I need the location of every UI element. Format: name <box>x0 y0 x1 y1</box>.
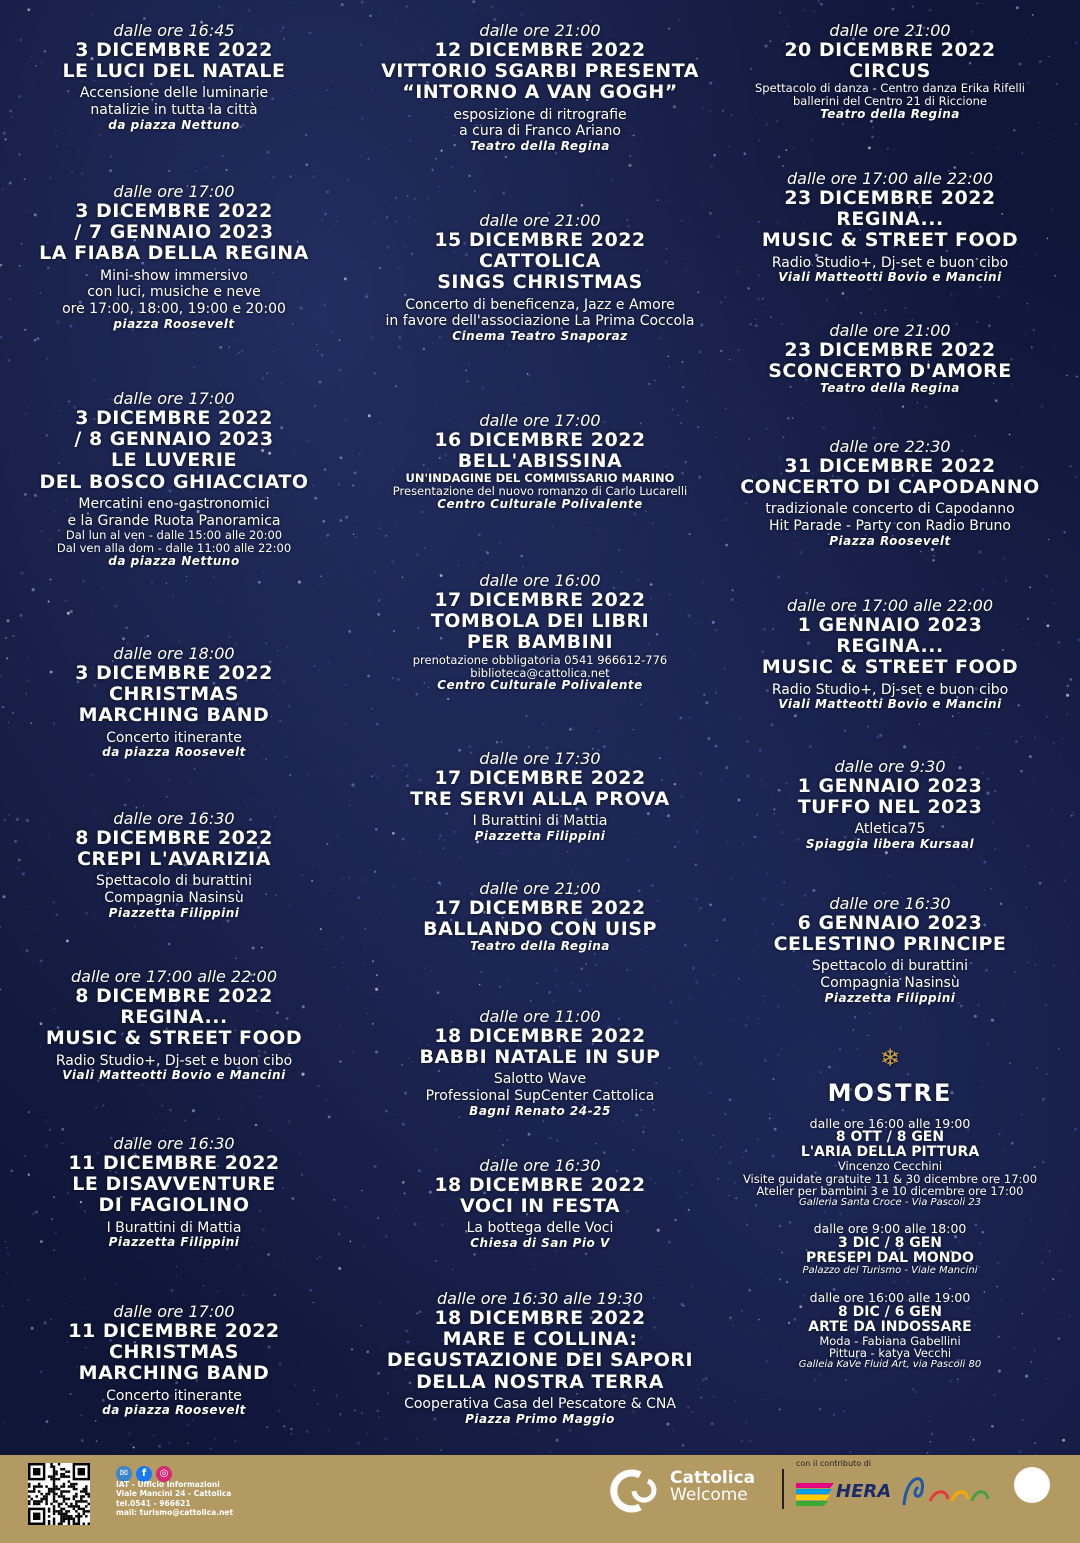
event-venue: piazza Roosevelt <box>113 316 235 331</box>
event-title: BABBI NATALE IN SUP <box>419 1046 661 1069</box>
event-title: MUSIC & STREET FOOD <box>45 1027 303 1050</box>
event-description: esposizione di ritrografie <box>453 106 627 123</box>
event-block <box>0 22 348 132</box>
event-title: MUSIC & STREET FOOD <box>761 656 1019 679</box>
event-block <box>366 880 714 954</box>
event-date: 23 DICEMBRE 2022 <box>784 338 996 361</box>
brand-name: Cattolica <box>670 1468 756 1488</box>
event-title: TRE SERVI ALLA PROVA <box>410 788 670 811</box>
event-venue: Cinema Teatro Snaporaz <box>452 329 628 344</box>
event-date: 1 GENNAIO 2023 <box>797 774 983 797</box>
event-title: LA FIABA DELLA REGINA <box>39 242 309 265</box>
event-venue: Viali Matteotti Bovio e Mancini <box>778 697 1002 712</box>
event-block <box>366 1290 714 1426</box>
event-description: Hit Parade - Party con Radio Bruno <box>769 518 1011 535</box>
event-date: 20 DICEMBRE 2022 <box>784 38 996 61</box>
event-description: Radio Studio+, Dj-set e buon cibo <box>55 1052 293 1069</box>
event-title: SINGS CHRISTMAS <box>437 271 643 294</box>
event-title: PER BAMBINI <box>466 631 614 654</box>
event-date: 8 DICEMBRE 2022 <box>75 826 273 849</box>
event-title: LE LUCI DEL NATALE <box>62 60 286 83</box>
event-description: I Burattini di Mattia <box>472 813 608 830</box>
exhibition-time: dalle ore 16:00 alle 19:00 <box>809 1290 971 1305</box>
event-block <box>716 758 1064 852</box>
event-title: CATTOLICA <box>478 250 601 273</box>
event-time: dalle ore 17:00 alle 22:00 <box>786 169 993 188</box>
event-block <box>0 390 348 569</box>
exhibition-detail: Vincenzo Cecchini <box>837 1159 943 1174</box>
event-block <box>716 895 1064 1005</box>
contribution-label: con il contributo di <box>796 1459 871 1468</box>
exhibition-title: L'ARIA DELLA PITTURA <box>800 1144 980 1161</box>
event-title: MUSIC & STREET FOOD <box>761 229 1019 252</box>
event-block <box>366 22 714 153</box>
event-time: dalle ore 17:00 <box>113 182 235 201</box>
event-title: REGINA... <box>836 208 944 231</box>
event-date: 3 DICEMBRE 2022 <box>75 199 273 222</box>
event-description: Professional SupCenter Cattolica <box>425 1088 655 1105</box>
event-block <box>366 212 714 343</box>
event-description: Compagnia Nasinsù <box>820 975 960 992</box>
event-date: 3 DICEMBRE 2022 <box>75 661 273 684</box>
event-date: 16 DICEMBRE 2022 <box>434 428 646 451</box>
event-venue: da piazza Roosevelt <box>102 1403 246 1418</box>
info-address: Viale Mancini 24 - Cattolica <box>116 1489 232 1499</box>
event-date: 31 DICEMBRE 2022 <box>784 454 996 477</box>
event-title: DEGUSTAZIONE DEI SAPORI <box>386 1349 694 1372</box>
event-venue: Piazzetta Filippini <box>108 1235 240 1250</box>
event-description: a cura di Franco Ariano <box>459 123 621 140</box>
event-note: Dal lun al ven - dalle 15:00 alle 20:00 <box>65 528 283 543</box>
event-time: dalle ore 16:30 alle 19:30 <box>436 1289 643 1308</box>
event-date: 18 DICEMBRE 2022 <box>434 1306 646 1329</box>
event-time: dalle ore 17:00 <box>479 411 601 430</box>
event-date: 1 GENNAIO 2023 <box>797 613 983 636</box>
event-date-end: / 8 GENNAIO 2023 <box>74 428 274 451</box>
event-title: TUFFO NEL 2023 <box>797 796 983 819</box>
event-time: dalle ore 16:30 <box>829 894 951 913</box>
event-venue: da piazza Nettuno <box>108 117 240 132</box>
event-title: MARE E COLLINA: <box>442 1328 638 1351</box>
event-time: dalle ore 11:00 <box>479 1007 601 1026</box>
romagna-logo <box>896 1465 996 1515</box>
event-title: LE LUVERIE <box>111 449 237 472</box>
event-block <box>716 170 1064 285</box>
exhibition-time: dalle ore 9:00 alle 18:00 <box>813 1221 967 1237</box>
event-time: dalle ore 21:00 <box>479 21 601 40</box>
event-venue: Teatro della Regina <box>470 139 610 154</box>
snowflake-icon: ❄ <box>879 1044 901 1072</box>
exhibition-detail: Pittura - katya Vecchi <box>828 1346 952 1361</box>
qr-code[interactable] <box>28 1463 90 1525</box>
event-date-end: / 7 GENNAIO 2023 <box>74 221 274 244</box>
event-time: dalle ore 22:30 <box>829 437 951 456</box>
event-date: 12 DICEMBRE 2022 <box>434 38 646 61</box>
exhibition-date: 8 DIC / 6 GEN <box>838 1303 942 1320</box>
event-title: CHRISTMAS <box>109 683 239 706</box>
email-icon[interactable]: ✉ <box>116 1466 132 1482</box>
event-time: dalle ore 21:00 <box>829 321 951 340</box>
event-venue: da piazza Roosevelt <box>102 745 246 760</box>
info-phone[interactable]: tel.0541 - 966621 <box>116 1498 191 1508</box>
event-block <box>0 968 348 1083</box>
event-block <box>0 645 348 760</box>
event-time: dalle ore 17:00 alle 22:00 <box>70 967 277 986</box>
event-block <box>366 1157 714 1251</box>
event-venue: Viali Matteotti Bovio e Mancini <box>778 270 1002 285</box>
event-title: MARCHING BAND <box>78 1362 270 1385</box>
event-description: I Burattini di Mattia <box>106 1219 242 1236</box>
exhibition-detail: Moda - Fabiana Gabellini <box>819 1333 961 1348</box>
event-note: Presentazione del nuovo romanzo di Carlo Lucarelli <box>392 484 688 499</box>
event-time: dalle ore 21:00 <box>479 879 601 898</box>
event-date: 3 DICEMBRE 2022 <box>75 406 273 429</box>
exhibition-title: ARTE DA INDOSSARE <box>808 1318 972 1335</box>
event-date: 8 DICEMBRE 2022 <box>75 984 273 1007</box>
event-time: dalle ore 17:30 <box>479 749 601 768</box>
event-venue: Teatro della Regina <box>820 381 960 396</box>
event-venue: Piazza Primo Maggio <box>465 1411 615 1426</box>
event-note: Dal ven alla dom - dalle 11:00 alle 22:00 <box>56 541 292 556</box>
event-date: 17 DICEMBRE 2022 <box>434 588 646 611</box>
exhibition-venue: Galleria Santa Croce - Via Pascoli 23 <box>798 1196 982 1208</box>
exhibition-detail: Atelier per bambini 3 e 10 dicembre ore 17:00 <box>756 1184 1024 1199</box>
event-block <box>0 183 348 331</box>
divider <box>782 1469 784 1509</box>
event-title: CELESTINO PRINCIPE <box>773 933 1007 956</box>
hera-wordmark: HERA <box>836 1481 892 1502</box>
event-description: La bottega delle Voci <box>466 1220 614 1237</box>
event-time: dalle ore 16:45 <box>113 21 235 40</box>
event-title: TOMBOLA DEI LIBRI <box>430 610 650 633</box>
exhibition-date: 8 OTT / 8 GEN <box>835 1129 945 1146</box>
event-description: Mercatini eno-gastronomici <box>78 495 270 512</box>
event-date: 6 GENNAIO 2023 <box>797 911 983 934</box>
contact-info <box>116 1480 233 1518</box>
event-tagline: UN'INDAGINE DEL COMMISSARIO MARINO <box>405 471 675 486</box>
social-links <box>116 1461 176 1479</box>
event-description: Accensione delle luminarie <box>79 85 269 102</box>
exhibition-venue: Galleia KaVe Fluid Art, via Pascoli 80 <box>798 1358 982 1370</box>
facebook-icon[interactable]: f <box>136 1466 152 1482</box>
event-title: BELL'ABISSINA <box>457 450 623 473</box>
event-title: VITTORIO SGARBI PRESENTA <box>381 60 699 83</box>
event-date: 23 DICEMBRE 2022 <box>784 186 996 209</box>
event-title: REGINA... <box>836 635 944 658</box>
exhibition-date: 3 DIC / 8 GEN <box>838 1234 942 1251</box>
event-time: dalle ore 16:30 <box>113 1134 235 1153</box>
event-description: in favore dell'associazione La Prima Coccola <box>385 313 695 330</box>
exhibition-venue: Palazzo del Turismo - Viale Mancini <box>802 1265 978 1277</box>
exhibition-time: dalle ore 16:00 alle 19:00 <box>809 1115 971 1131</box>
event-description: Concerto itinerante <box>106 729 242 746</box>
event-description: Cooperativa Casa del Pescatore & CNA <box>404 1395 676 1412</box>
mostre-list <box>716 1117 1064 1371</box>
event-time: dalle ore 21:00 <box>829 21 951 40</box>
event-title: BALLANDO CON UISP <box>423 918 657 941</box>
event-time: dalle ore 16:30 <box>479 1156 601 1175</box>
event-block <box>366 572 714 693</box>
exhibition-block <box>716 1222 1064 1277</box>
event-time: dalle ore 17:00 alle 22:00 <box>786 596 993 615</box>
event-venue: da piazza Nettuno <box>108 554 240 569</box>
event-date: 17 DICEMBRE 2022 <box>434 766 646 789</box>
event-title: MARCHING BAND <box>78 704 270 727</box>
event-description: Mini-show immersivo <box>100 267 248 284</box>
event-date: 15 DICEMBRE 2022 <box>434 228 646 251</box>
event-time: dalle ore 16:30 <box>113 809 235 828</box>
event-description: Compagnia Nasinsù <box>104 890 244 907</box>
event-description: Spettacolo di burattini <box>95 873 253 890</box>
footer <box>0 1455 1080 1543</box>
event-time: dalle ore 18:00 <box>113 644 235 663</box>
event-title: DEL BOSCO GHIACCIATO <box>39 470 309 493</box>
event-time: dalle ore 9:30 <box>834 757 946 776</box>
event-venue: Centro Culturale Polivalente <box>437 678 643 693</box>
event-time: dalle ore 21:00 <box>479 211 601 230</box>
event-title: SCONCERTO D'AMORE <box>768 360 1012 383</box>
event-title: LE DISAVVENTURE <box>72 1173 276 1196</box>
event-venue: Centro Culturale Polivalente <box>437 497 643 512</box>
event-note: ballerini del Centro 21 di Riccione <box>792 94 988 109</box>
event-note: biblioteca@cattolica.net <box>470 665 610 680</box>
event-venue: Chiesa di San Pio V <box>470 1236 610 1251</box>
instagram-icon[interactable]: ◎ <box>156 1466 172 1482</box>
event-venue: Bagni Renato 24-25 <box>469 1103 611 1118</box>
event-date: 18 DICEMBRE 2022 <box>434 1024 646 1047</box>
event-block <box>716 438 1064 548</box>
mostre-heading: MOSTRE <box>827 1078 953 1107</box>
cattolica-welcome-logo <box>604 1469 664 1513</box>
mostre-section <box>716 1045 1064 1370</box>
event-description: natalizie in tutta la città <box>90 102 258 119</box>
event-description: tradizionale concerto di Capodanno <box>765 501 1015 518</box>
event-description: con luci, musiche e neve <box>87 284 261 301</box>
exhibition-block <box>716 1291 1064 1370</box>
brand-tagline: Welcome <box>670 1485 748 1505</box>
event-time: dalle ore 17:00 <box>113 1302 235 1321</box>
event-block <box>716 22 1064 122</box>
event-title: DI FAGIOLINO <box>98 1194 250 1217</box>
cattolica-welcome-wordmark <box>670 1470 755 1504</box>
info-email[interactable]: mail: turismo@cattolica.net <box>116 1508 234 1518</box>
event-time: dalle ore 17:00 <box>113 389 235 408</box>
event-block <box>716 322 1064 396</box>
event-title: VOCI IN FESTA <box>459 1195 621 1218</box>
event-description: Spettacolo di burattini <box>811 958 969 975</box>
event-title: CREPI L'AVARIZIA <box>77 848 271 871</box>
exhibition-title: PRESEPI DAL MONDO <box>806 1250 974 1267</box>
info-office-title: IAT - Ufficio Informazioni <box>116 1480 220 1489</box>
event-description: Concerto di beneficenza, Jazz e Amore <box>405 296 675 313</box>
event-venue: Piazzetta Filippini <box>824 990 956 1005</box>
event-date: 11 DICEMBRE 2022 <box>68 1151 280 1174</box>
event-note: Spettacolo di danza - Centro danza Erika Rifelli <box>754 81 1025 96</box>
event-block <box>0 810 348 920</box>
event-venue: Piazza Roosevelt <box>829 533 951 548</box>
event-date: 11 DICEMBRE 2022 <box>68 1319 280 1342</box>
event-date: 17 DICEMBRE 2022 <box>434 896 646 919</box>
event-title: CHRISTMAS <box>109 1341 239 1364</box>
event-description: e la Grande Ruota Panoramica <box>67 512 281 529</box>
event-description: Radio Studio+, Dj-set e buon cibo <box>771 254 1009 271</box>
event-venue: Viali Matteotti Bovio e Mancini <box>62 1068 286 1083</box>
event-date: 18 DICEMBRE 2022 <box>434 1173 646 1196</box>
event-description: Radio Studio+, Dj-set e buon cibo <box>771 681 1009 698</box>
event-venue: Teatro della Regina <box>470 939 610 954</box>
event-description: ore 17:00, 18:00, 19:00 e 20:00 <box>62 301 286 318</box>
event-description: Concerto itinerante <box>106 1387 242 1404</box>
event-block <box>366 750 714 844</box>
event-title: “INTORNO A VAN GOGH” <box>402 81 678 104</box>
exhibition-detail: Visite guidate gratuite 11 & 30 dicembre ore 17:00 <box>742 1171 1038 1186</box>
partner-badge <box>1014 1467 1050 1503</box>
event-block <box>716 597 1064 712</box>
event-venue: Spiaggia libera Kursaal <box>805 837 975 852</box>
event-venue: Piazzetta Filippini <box>108 905 240 920</box>
event-venue: Piazzetta Filippini <box>474 829 606 844</box>
event-block <box>0 1135 348 1250</box>
event-block <box>366 412 714 512</box>
event-block <box>0 1303 348 1418</box>
event-venue: Teatro della Regina <box>820 107 960 122</box>
event-title: DELLA NOSTRA TERRA <box>416 1370 664 1393</box>
event-time: dalle ore 16:00 <box>479 571 601 590</box>
event-title: CIRCUS <box>849 60 931 83</box>
event-date: 3 DICEMBRE 2022 <box>75 38 273 61</box>
event-title: REGINA... <box>120 1006 228 1029</box>
event-description: Salotto Wave <box>493 1071 587 1088</box>
event-description: Atletica75 <box>854 821 926 838</box>
event-title: CONCERTO DI CAPODANNO <box>740 476 1040 499</box>
exhibition-block <box>716 1117 1064 1209</box>
event-note: prenotazione obbligatoria 0541 966612-776 <box>412 652 668 667</box>
event-block <box>366 1008 714 1118</box>
